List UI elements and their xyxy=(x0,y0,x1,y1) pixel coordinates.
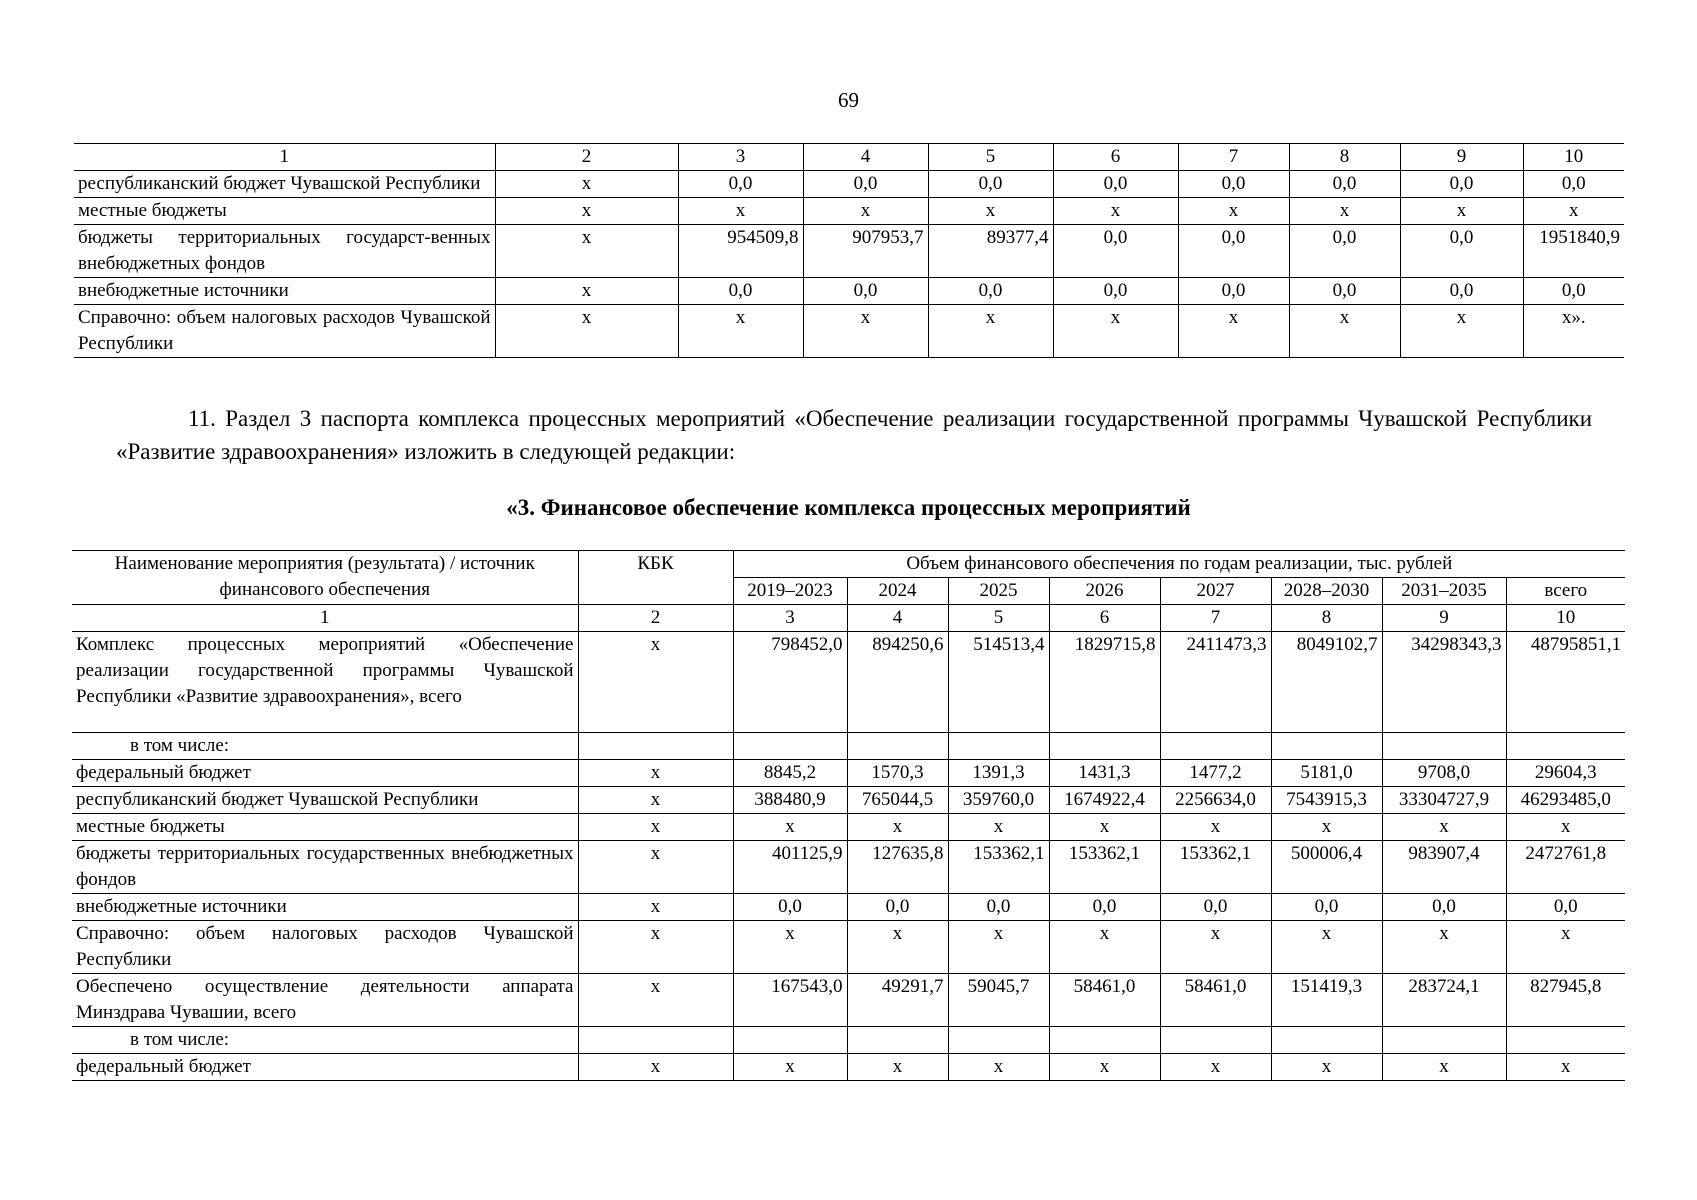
year-header: 2031–2035 xyxy=(1382,578,1506,605)
value-cell: x xyxy=(1160,1054,1271,1081)
value-cell xyxy=(733,733,847,760)
value-cell: 401125,9 xyxy=(733,841,847,894)
financing-table xyxy=(72,550,1625,1081)
value-cell: 798452,0 xyxy=(733,632,847,733)
value-cell: 0,0 xyxy=(1053,225,1178,278)
value-cell: x xyxy=(1289,305,1400,358)
table-row xyxy=(72,760,1625,787)
table-row xyxy=(74,225,1624,278)
value-cell: x xyxy=(1506,814,1625,841)
year-header: 2026 xyxy=(1049,578,1160,605)
value-cell: x xyxy=(1049,814,1160,841)
value-cell: x xyxy=(733,814,847,841)
value-cell: x xyxy=(1382,814,1506,841)
table-row xyxy=(72,894,1625,921)
kbk-cell xyxy=(578,1027,733,1054)
value-cell xyxy=(1271,1027,1382,1054)
value-cell: 151419,3 xyxy=(1271,974,1382,1027)
column-number: 4 xyxy=(847,605,948,632)
row-label: бюджеты территориальных государст-венных внебюджетных фондов xyxy=(74,225,495,278)
value-cell: 1477,2 xyxy=(1160,760,1271,787)
table-row xyxy=(72,733,1625,760)
value-cell: x xyxy=(928,198,1053,225)
value-cell xyxy=(1049,733,1160,760)
header-cell: 7 xyxy=(1178,144,1289,171)
value-cell: 0,0 xyxy=(1382,894,1506,921)
value-cell: 127635,8 xyxy=(847,841,948,894)
value-cell: 0,0 xyxy=(1178,278,1289,305)
value-cell xyxy=(1271,733,1382,760)
value-cell: x xyxy=(847,921,948,974)
value-cell: 0,0 xyxy=(1178,171,1289,198)
header-row xyxy=(72,551,1625,578)
value-cell: 983907,4 xyxy=(1382,841,1506,894)
value-cell: 0,0 xyxy=(847,894,948,921)
row-label: местные бюджеты xyxy=(74,198,495,225)
value-cell: 0,0 xyxy=(948,894,1049,921)
value-cell: x xyxy=(1506,921,1625,974)
value-cell: 0,0 xyxy=(1289,225,1400,278)
value-cell: 0,0 xyxy=(928,171,1053,198)
value-cell: x xyxy=(1400,305,1523,358)
year-header: всего xyxy=(1506,578,1625,605)
value-cell: x xyxy=(928,305,1053,358)
row-label: республиканский бюджет Чувашской Республики xyxy=(74,171,495,198)
row-label: местные бюджеты xyxy=(72,814,578,841)
value-cell: 0,0 xyxy=(1049,894,1160,921)
kbk-cell: x xyxy=(578,1054,733,1081)
value-cell: 500006,4 xyxy=(1271,841,1382,894)
value-cell: x xyxy=(1400,198,1523,225)
row-label: внебюджетные источники xyxy=(72,894,578,921)
value-cell xyxy=(733,1027,847,1054)
value-cell: 153362,1 xyxy=(948,841,1049,894)
table-row xyxy=(72,1027,1625,1054)
kbk-cell: x xyxy=(495,225,678,278)
value-cell: 48795851,1 xyxy=(1506,632,1625,733)
kbk-cell: x xyxy=(578,632,733,733)
value-cell: 0,0 xyxy=(803,171,928,198)
value-cell: 153362,1 xyxy=(1160,841,1271,894)
kbk-cell xyxy=(578,733,733,760)
value-cell: x xyxy=(1049,1054,1160,1081)
value-cell: 29604,3 xyxy=(1506,760,1625,787)
table-row xyxy=(72,632,1625,733)
value-cell: 0,0 xyxy=(928,278,1053,305)
value-cell: x xyxy=(1271,1054,1382,1081)
value-cell xyxy=(1160,1027,1271,1054)
column-number: 7 xyxy=(1160,605,1271,632)
value-cell xyxy=(948,733,1049,760)
value-cell: 2256634,0 xyxy=(1160,787,1271,814)
value-cell: 58461,0 xyxy=(1049,974,1160,1027)
kbk-cell: x xyxy=(578,894,733,921)
column-number: 2 xyxy=(578,605,733,632)
col-name-header: Наименование мероприятия (результата) / источник финансового обеспечения xyxy=(72,551,578,605)
value-cell: 907953,7 xyxy=(803,225,928,278)
year-header: 2025 xyxy=(948,578,1049,605)
value-cell: 1829715,8 xyxy=(1049,632,1160,733)
value-cell: x xyxy=(1271,814,1382,841)
value-cell: 89377,4 xyxy=(928,225,1053,278)
table-row xyxy=(72,841,1625,894)
value-cell: 2472761,8 xyxy=(1506,841,1625,894)
kbk-cell: x xyxy=(495,278,678,305)
value-cell: 0,0 xyxy=(803,278,928,305)
value-cell: x xyxy=(948,1054,1049,1081)
year-header: 2028–2030 xyxy=(1271,578,1382,605)
value-cell xyxy=(1382,1027,1506,1054)
value-cell: x xyxy=(733,921,847,974)
value-cell: x xyxy=(1160,921,1271,974)
kbk-cell: x xyxy=(495,305,678,358)
value-cell xyxy=(1160,733,1271,760)
row-label: в том числе: xyxy=(72,733,578,760)
amendment-paragraph: 11. Раздел 3 паспорта комплекса процессных мероприятий «Обеспечение реализации государственной программы Чувашской Республики «Развитие здравоохранения» изложить в следующей редакции: xyxy=(116,406,1592,464)
row-label: внебюджетные источники xyxy=(74,278,495,305)
value-cell: 0,0 xyxy=(1271,894,1382,921)
kbk-cell: x xyxy=(578,841,733,894)
value-cell: 9708,0 xyxy=(1382,760,1506,787)
value-cell: 1431,3 xyxy=(1049,760,1160,787)
year-header: 2019–2023 xyxy=(733,578,847,605)
value-cell: x xyxy=(948,814,1049,841)
top-financing-table xyxy=(74,143,1624,358)
value-cell: x xyxy=(733,1054,847,1081)
row-label: Комплекс процессных мероприятий «Обеспечение реализации государственной программы Чувашской Республики «Развитие здравоохранения», всего xyxy=(72,632,578,733)
table-row xyxy=(72,974,1625,1027)
value-cell: 1570,3 xyxy=(847,760,948,787)
header-cell: 9 xyxy=(1400,144,1523,171)
row-label: федеральный бюджет xyxy=(72,1054,578,1081)
value-cell: x xyxy=(1506,1054,1625,1081)
kbk-cell: x xyxy=(578,760,733,787)
header-cell: 5 xyxy=(928,144,1053,171)
kbk-cell: x xyxy=(578,974,733,1027)
value-cell: 0,0 xyxy=(1523,171,1624,198)
kbk-cell: x xyxy=(578,787,733,814)
value-cell: 33304727,9 xyxy=(1382,787,1506,814)
value-cell: 167543,0 xyxy=(733,974,847,1027)
value-cell: 0,0 xyxy=(733,894,847,921)
value-cell: 58461,0 xyxy=(1160,974,1271,1027)
value-cell: x xyxy=(1178,198,1289,225)
row-label: в том числе: xyxy=(72,1027,578,1054)
top-table-header-row xyxy=(74,144,1624,171)
col-group-header: Объем финансового обеспечения по годам реализации, тыс. рублей xyxy=(733,551,1625,578)
table-row xyxy=(72,814,1625,841)
value-cell xyxy=(847,733,948,760)
header-cell: 6 xyxy=(1053,144,1178,171)
value-cell: 34298343,3 xyxy=(1382,632,1506,733)
page-number: 69 xyxy=(838,88,859,112)
value-cell: x xyxy=(1382,1054,1506,1081)
column-number: 3 xyxy=(733,605,847,632)
row-label: Обеспечено осуществление деятельности аппарата Минздрава Чувашии, всего xyxy=(72,974,578,1027)
value-cell: 765044,5 xyxy=(847,787,948,814)
value-cell: 5181,0 xyxy=(1271,760,1382,787)
value-cell: x xyxy=(803,198,928,225)
value-cell xyxy=(948,1027,1049,1054)
header-cell: 10 xyxy=(1523,144,1624,171)
value-cell: 0,0 xyxy=(1400,225,1523,278)
value-cell: 1391,3 xyxy=(948,760,1049,787)
value-cell: x xyxy=(678,198,803,225)
value-cell: 894250,6 xyxy=(847,632,948,733)
value-cell: 0,0 xyxy=(1289,171,1400,198)
value-cell xyxy=(1506,733,1625,760)
value-cell: 0,0 xyxy=(678,171,803,198)
column-number: 6 xyxy=(1049,605,1160,632)
kbk-cell: x xyxy=(578,921,733,974)
value-cell: 827945,8 xyxy=(1506,974,1625,1027)
column-number: 9 xyxy=(1382,605,1506,632)
value-cell xyxy=(847,1027,948,1054)
value-cell: 388480,9 xyxy=(733,787,847,814)
value-cell: 153362,1 xyxy=(1049,841,1160,894)
value-cell: x xyxy=(1049,921,1160,974)
value-cell xyxy=(1049,1027,1160,1054)
column-number-row xyxy=(72,605,1625,632)
value-cell: x xyxy=(1289,198,1400,225)
table-row xyxy=(74,171,1624,198)
value-cell: x xyxy=(1523,198,1624,225)
value-cell: 954509,8 xyxy=(678,225,803,278)
value-cell: 0,0 xyxy=(1289,278,1400,305)
value-cell: 514513,4 xyxy=(948,632,1049,733)
value-cell: 7543915,3 xyxy=(1271,787,1382,814)
table-row xyxy=(74,278,1624,305)
year-header: 2027 xyxy=(1160,578,1271,605)
value-cell: x xyxy=(1382,921,1506,974)
row-label: Справочно: объем налоговых расходов Чувашской Республики xyxy=(74,305,495,358)
value-cell: x xyxy=(678,305,803,358)
row-label: бюджеты территориальных государственных внебюджетных фондов xyxy=(72,841,578,894)
value-cell: 0,0 xyxy=(1178,225,1289,278)
header-cell: 2 xyxy=(495,144,678,171)
header-cell: 1 xyxy=(74,144,495,171)
value-cell: x xyxy=(948,921,1049,974)
value-cell: 1951840,9 xyxy=(1523,225,1624,278)
value-cell: 0,0 xyxy=(678,278,803,305)
value-cell: 283724,1 xyxy=(1382,974,1506,1027)
year-header: 2024 xyxy=(847,578,948,605)
table-row xyxy=(72,787,1625,814)
value-cell: x xyxy=(1178,305,1289,358)
value-cell: 49291,7 xyxy=(847,974,948,1027)
table-row xyxy=(74,305,1624,358)
row-label: федеральный бюджет xyxy=(72,760,578,787)
column-number: 1 xyxy=(72,605,578,632)
value-cell: 0,0 xyxy=(1053,171,1178,198)
value-cell: 0,0 xyxy=(1400,278,1523,305)
value-cell xyxy=(1382,733,1506,760)
row-label: республиканский бюджет Чувашской Республики xyxy=(72,787,578,814)
value-cell: 59045,7 xyxy=(948,974,1049,1027)
value-cell: x xyxy=(847,1054,948,1081)
value-cell: x xyxy=(803,305,928,358)
value-cell: x xyxy=(847,814,948,841)
value-cell: x xyxy=(1160,814,1271,841)
value-cell: 0,0 xyxy=(1506,894,1625,921)
value-cell: x xyxy=(1053,305,1178,358)
header-cell: 4 xyxy=(803,144,928,171)
header-cell: 3 xyxy=(678,144,803,171)
table-row xyxy=(72,921,1625,974)
section-heading: «3. Финансовое обеспечение комплекса процессных мероприятий xyxy=(506,495,1191,520)
value-cell: 0,0 xyxy=(1400,171,1523,198)
value-cell: 8845,2 xyxy=(733,760,847,787)
value-cell: x xyxy=(1271,921,1382,974)
value-cell: x». xyxy=(1523,305,1624,358)
value-cell: 8049102,7 xyxy=(1271,632,1382,733)
value-cell: 46293485,0 xyxy=(1506,787,1625,814)
value-cell: 0,0 xyxy=(1160,894,1271,921)
row-label: Справочно: объем налоговых расходов Чувашской Республики xyxy=(72,921,578,974)
header-cell: 8 xyxy=(1289,144,1400,171)
kbk-cell: x xyxy=(495,198,678,225)
column-number: 10 xyxy=(1506,605,1625,632)
kbk-cell: x xyxy=(495,171,678,198)
value-cell: 2411473,3 xyxy=(1160,632,1271,733)
value-cell: 0,0 xyxy=(1053,278,1178,305)
value-cell: 1674922,4 xyxy=(1049,787,1160,814)
value-cell xyxy=(1506,1027,1625,1054)
column-number: 8 xyxy=(1271,605,1382,632)
kbk-cell: x xyxy=(578,814,733,841)
table-row xyxy=(74,198,1624,225)
value-cell: 359760,0 xyxy=(948,787,1049,814)
value-cell: 0,0 xyxy=(1523,278,1624,305)
column-number: 5 xyxy=(948,605,1049,632)
table-row xyxy=(72,1054,1625,1081)
col-kbk-header: КБК xyxy=(578,551,733,605)
value-cell: x xyxy=(1053,198,1178,225)
